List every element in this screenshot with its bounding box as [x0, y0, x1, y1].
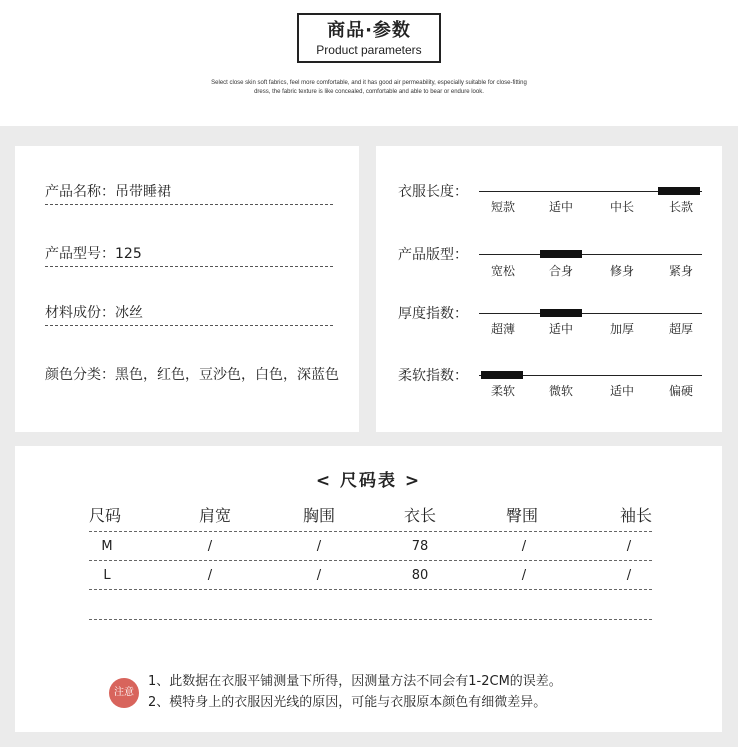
- table-header-cell: 袖长: [619, 506, 652, 525]
- scale-option: 适中: [609, 384, 634, 398]
- table-header-cell: 衣长: [403, 506, 436, 525]
- table-header-cell: 尺码: [89, 506, 122, 525]
- scale-option: 超厚: [668, 322, 693, 336]
- table-cell: /: [626, 568, 632, 583]
- scale-option: 合身: [548, 264, 573, 278]
- table-header-cell: 胸围: [302, 506, 335, 525]
- table-cell: /: [316, 539, 322, 554]
- size-table: [89, 502, 652, 620]
- table-cell: /: [207, 568, 213, 583]
- subtitle-line-2: dress, the fabric texture is like concealed, comfortable and able to bear or endure look.: [254, 89, 484, 95]
- info-value: 吊带睡裙: [115, 184, 171, 200]
- info-row-name: [45, 182, 333, 205]
- table-cell: /: [521, 539, 527, 554]
- scale-option: 柔软: [490, 384, 515, 398]
- info-row-material: [45, 303, 333, 326]
- product-info-panel: [15, 146, 359, 432]
- info-row-colors: [45, 365, 339, 387]
- note-line: 2、模特身上的衣服因光线的原因，可能与衣服原本颜色有细微差异。: [148, 695, 547, 710]
- table-cell: 80: [411, 568, 429, 583]
- scale-length: [376, 183, 722, 233]
- info-label: 产品型号：: [45, 246, 115, 262]
- scale-option: 紧身: [668, 264, 693, 278]
- scale-softness: [376, 367, 722, 417]
- info-value: 黑色，红色，豆沙色，白色，深蓝色: [115, 367, 339, 383]
- scale-option: 短款: [490, 200, 515, 214]
- title-box: [297, 13, 441, 63]
- scale-label: 厚度指数：: [398, 306, 468, 322]
- scale-label: 衣服长度：: [398, 184, 468, 200]
- page-title: 商品·参数: [327, 20, 411, 41]
- scale-option: 宽松: [490, 264, 515, 278]
- size-chart-title: < 尺码表 >: [315, 471, 422, 491]
- size-chart-panel: [15, 446, 722, 732]
- table-row: [89, 532, 652, 561]
- info-row-model: [45, 244, 333, 267]
- scale-line: [479, 254, 702, 255]
- scale-marker: [481, 371, 523, 379]
- scale-option: 适中: [548, 322, 573, 336]
- scale-label: 产品版型：: [398, 247, 468, 263]
- table-cell: /: [521, 568, 527, 583]
- scale-option: 长款: [668, 200, 693, 214]
- table-cell: M: [101, 539, 113, 554]
- table-header-row: [89, 502, 652, 532]
- scale-option: 微软: [548, 384, 573, 398]
- info-label: 颜色分类：: [45, 367, 115, 383]
- subtitle: [130, 79, 608, 97]
- info-label: 产品名称：: [45, 184, 115, 200]
- table-row-empty: [89, 590, 652, 620]
- product-scales-panel: [376, 146, 722, 432]
- header-section: [0, 0, 738, 126]
- note-badge: 注意: [109, 678, 139, 708]
- scale-fit: [376, 246, 722, 296]
- scale-option: 修身: [609, 264, 634, 278]
- scale-label: 柔软指数：: [398, 368, 468, 384]
- scale-marker: [540, 250, 582, 258]
- scale-option: 加厚: [609, 322, 634, 336]
- info-value: 125: [115, 246, 142, 262]
- scale-option: 适中: [548, 200, 573, 214]
- scale-option: 中长: [609, 200, 634, 214]
- table-header-cell: 臀围: [505, 506, 538, 525]
- table-cell: 78: [411, 539, 429, 554]
- table-cell: L: [103, 568, 111, 583]
- scale-option: 超薄: [490, 322, 515, 336]
- table-cell: /: [207, 539, 213, 554]
- info-label: 材料成份：: [45, 305, 115, 321]
- subtitle-line-1: Select close skin soft fabrics, feel more comfortable, and it has good air permeability, especially suitable for close-fitting: [211, 80, 527, 86]
- table-row: [89, 561, 652, 590]
- scale-marker: [540, 309, 582, 317]
- page-title-english: Product parameters: [316, 43, 422, 57]
- scale-option: 偏硬: [668, 384, 693, 398]
- info-value: 冰丝: [115, 305, 143, 321]
- table-cell: /: [626, 539, 632, 554]
- table-cell: /: [316, 568, 322, 583]
- note-line: 1、此数据在衣服平铺测量下所得，因测量方法不同会有1-2CM的误差。: [148, 674, 562, 689]
- scale-marker: [658, 187, 700, 195]
- scale-thickness: [376, 305, 722, 355]
- scale-line: [479, 313, 702, 314]
- table-header-cell: 肩宽: [198, 506, 231, 525]
